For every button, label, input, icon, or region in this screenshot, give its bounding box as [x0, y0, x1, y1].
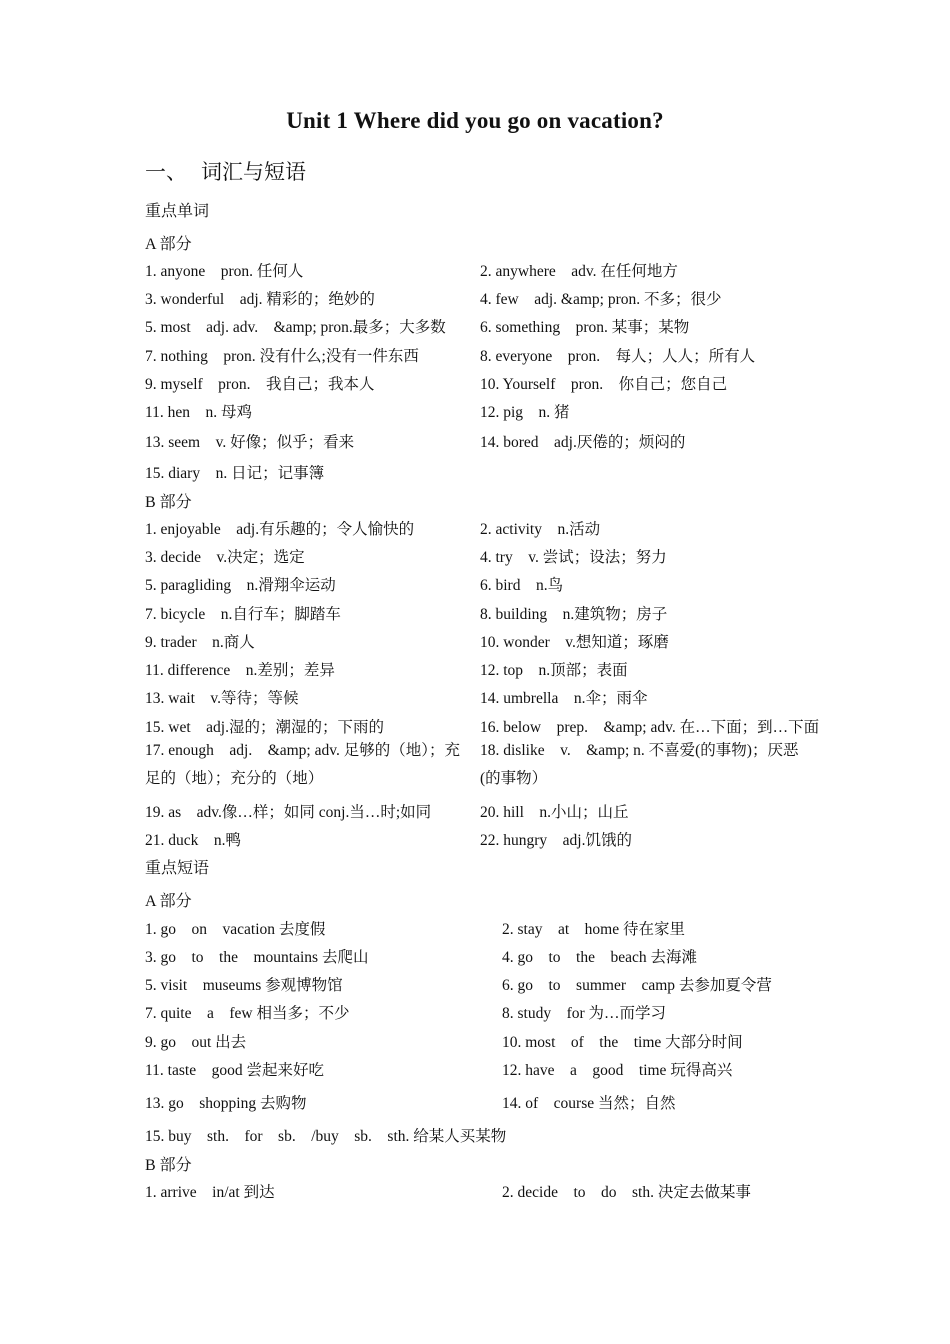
word-item: 9. myself pron. 我自己；我本人: [145, 376, 375, 393]
phrase-item: 2. decide to do sth. 决定去做某事: [502, 1184, 751, 1201]
word-item: 11. difference n.差别；差异: [145, 662, 335, 679]
word-item: 2. anywhere adv. 在任何地方: [480, 263, 678, 280]
phrase-item: 15. buy sth. for sb. /buy sb. sth. 给某人买某物: [145, 1128, 507, 1145]
word-item: 5. paragliding n.滑翔伞运动: [145, 577, 336, 594]
word-item: 13. seem v. 好像；似乎；看来: [145, 434, 355, 451]
word-item: 21. duck n.鸭: [145, 832, 242, 849]
phrase-item: 8. study for 为…而学习: [502, 1005, 667, 1022]
phrases-heading: 重点短语: [145, 860, 210, 877]
word-item: 4. try v. 尝试；设法；努力: [480, 549, 667, 566]
phrase-item: 2. stay at home 待在家里: [502, 921, 685, 938]
word-item: 13. wait v.等待；等候: [145, 690, 299, 707]
word-item: 10. wonder v.想知道；琢磨: [480, 634, 669, 651]
word-item: 2. activity n.活动: [480, 521, 601, 538]
word-item: 15. diary n. 日记；记事簿: [145, 465, 325, 482]
phrase-item: 5. visit museums 参观博物馆: [145, 977, 343, 994]
word-item: 15. wet adj.湿的；潮湿的；下雨的: [145, 719, 384, 736]
phrase-item: 4. go to the beach 去海滩: [502, 949, 698, 966]
word-item: 7. nothing pron. 没有什么;没有一件东西: [145, 348, 419, 365]
phrase-item: 13. go shopping 去购物: [145, 1095, 307, 1112]
phrase-item: 1. arrive in/at 到达: [145, 1184, 275, 1201]
word-item: 22. hungry adj.饥饿的: [480, 832, 632, 849]
phrase-item: 6. go to summer camp 去参加夏令营: [502, 977, 772, 994]
words-heading: 重点单词: [145, 203, 210, 220]
word-item: 1. enjoyable adj.有乐趣的；令人愉快的: [145, 521, 415, 538]
word-item: 12. top n.顶部；表面: [480, 662, 628, 679]
page-title: Unit 1 Where did you go on vacation?: [286, 108, 664, 133]
phrase-item: 14. of course 当然；自然: [502, 1095, 676, 1112]
section-heading: [145, 156, 306, 186]
word-item: 16. below prep. &amp; adv. 在…下面；到…下面: [480, 719, 820, 736]
word-item: 3. decide v.决定；选定: [145, 549, 305, 566]
word-item: 10. Yourself pron. 你自己；您自己: [480, 376, 728, 393]
word-item: 9. trader n.商人: [145, 634, 255, 651]
word-item: 6. something pron. 某事；某物: [480, 319, 690, 336]
word-item: 8. building n.建筑物；房子: [480, 606, 668, 623]
section-label: 词汇与短语: [201, 160, 306, 184]
word-item: 6. bird n.鸟: [480, 577, 564, 594]
phrase-item: 7. quite a few 相当多；不少: [145, 1005, 350, 1022]
word-item: 5. most adj. adv. &amp; pron.最多；大多数: [145, 319, 446, 336]
phrases-part-a: A 部分: [145, 893, 192, 910]
word-item: 14. umbrella n.伞；雨伞: [480, 690, 648, 707]
word-item: 17. enough adj. &amp; adv. 足够的（地）；充足的（地）；充分的（地）: [145, 742, 460, 787]
word-item: 14. bored adj.厌倦的；烦闷的: [480, 434, 686, 451]
phrases-part-b: B 部分: [145, 1157, 192, 1174]
phrase-item: 11. taste good 尝起来好吃: [145, 1062, 324, 1079]
section-number: 一、: [145, 160, 187, 184]
phrase-item: 3. go to the mountains 去爬山: [145, 949, 369, 966]
word-item: 7. bicycle n.自行车；脚踏车: [145, 606, 341, 623]
word-item: 18. dislike v. &amp; n. 不喜爱(的事物)；厌恶(的事物）: [480, 742, 799, 787]
words-part-a: A 部分: [145, 236, 192, 253]
word-item: 12. pig n. 猪: [480, 404, 570, 421]
word-item: 20. hill n.小山；山丘: [480, 804, 629, 821]
word-item: 11. hen n. 母鸡: [145, 404, 253, 421]
word-item: 19. as adv.像…样；如同 conj.当…时;如同: [145, 804, 432, 821]
phrase-item: 9. go out 出去: [145, 1034, 247, 1051]
phrase-item: 12. have a good time 玩得高兴: [502, 1062, 733, 1079]
word-item: 4. few adj. &amp; pron. 不多；很少: [480, 291, 722, 308]
word-item: 3. wonderful adj. 精彩的；绝妙的: [145, 291, 375, 308]
phrase-item: 1. go on vacation 去度假: [145, 921, 326, 938]
phrase-item: 10. most of the time 大部分时间: [502, 1034, 743, 1051]
word-item: 8. everyone pron. 每人；人人；所有人: [480, 348, 756, 365]
word-item: 1. anyone pron. 任何人: [145, 263, 304, 280]
words-part-b: B 部分: [145, 494, 192, 511]
